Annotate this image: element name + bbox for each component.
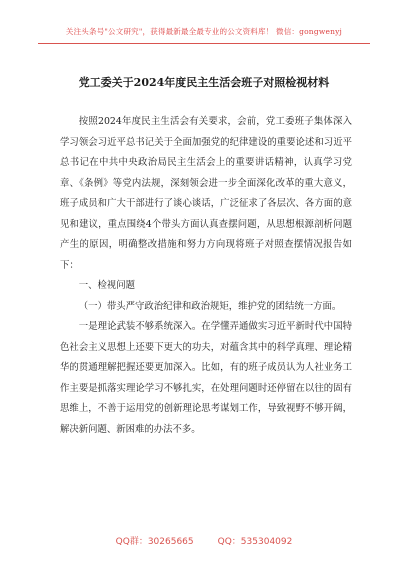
intro-paragraph: 按照2024年度民主生活会有关要求，会前，党工委班子集体深入学习领会习近平总书记关于全面加强党的纪律建设的重要论述和习近平总书记在中共中央政治局民主生活会上的重要讲话精神，认真学习党章、《条例》等党内法规，深刻领会进一步全面深化改革的重大意义，班子成员和广大干部进行了谈心谈话，广泛征求了各层次、各方面的意见和建议，重点围绕4个带头方面认真查摆问题，从思想根源剖析问题产生的原因，明确整改措施和努力方向现将班子对照查摆情况报告如下： [60, 116, 352, 271]
footer-qq-group: QQ群：30265665 [115, 537, 194, 547]
subsection-heading: （一）带头严守政治纪律和政治规矩，维护党的团结统一方面。 [78, 300, 342, 312]
section-heading: 一、检视问题 [78, 280, 136, 291]
header-divider [38, 43, 370, 44]
document-title: 党工委关于2024年度民主生活会班子对照检视材料 [78, 76, 330, 89]
footer-contact [0, 534, 408, 547]
body-paragraph: 一是理论武装不够系统深入。在学懂弄通做实习近平新时代中国特色社会主义思想上还要下更大的功夫，对蕴含其中的科学真理、理论精华的贯通理解把握还要更加深入。比如，有的班子成员认为人社业务工作主要是抓落实理论学习不够扎实，在处理问题时还停留在以往的固有思维上，不善于运用党的创新理论思考谋划工作，导致视野不够开阔，解决新问题、新困难的办法不多。 [60, 321, 352, 435]
watermark-header: 关注头条号"公文研究"，获得最新最全最专业的公文资料库！ 微信：gongwenyj [65, 27, 343, 36]
footer-qq: QQ：535304092 [217, 537, 293, 547]
document-body [60, 112, 352, 440]
